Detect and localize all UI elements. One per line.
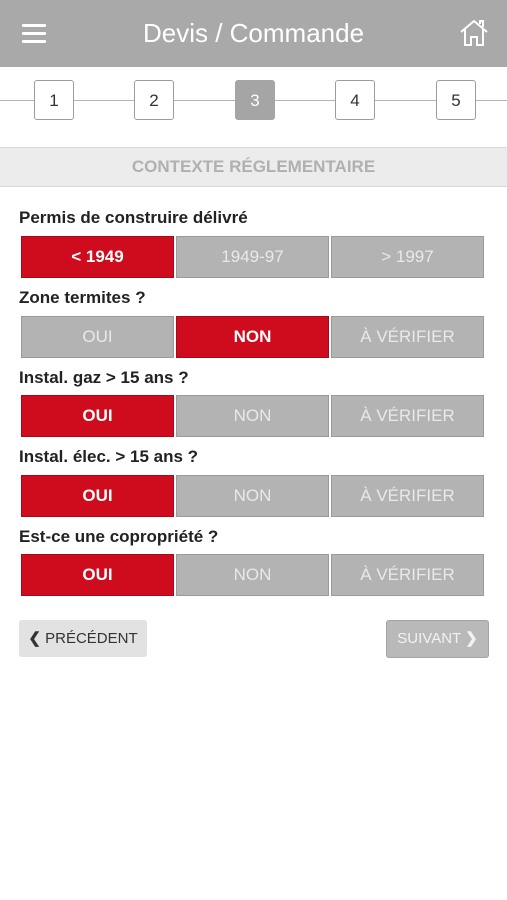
step-1[interactable]: 1 — [34, 80, 74, 120]
step-3-active[interactable]: 3 — [235, 80, 275, 120]
option-elec-verifier[interactable]: À VÉRIFIER — [331, 475, 484, 517]
question-gaz-label: Instal. gaz > 15 ans ? — [19, 368, 189, 387]
step-2[interactable]: 2 — [134, 80, 174, 120]
page-title: Devis / Commande — [142, 18, 365, 48]
previous-button-label: PRÉCÉDENT — [45, 630, 138, 647]
step-indicator — [0, 67, 507, 147]
step-5[interactable]: 5 — [436, 80, 476, 120]
option-gaz-verifier[interactable]: À VÉRIFIER — [331, 395, 484, 437]
question-copropriete-options — [21, 554, 485, 597]
section-title: CONTEXTE RÉGLEMENTAIRE — [0, 147, 507, 187]
option-gaz-non[interactable]: NON — [176, 395, 329, 437]
option-1949-97[interactable]: 1949-97 — [176, 236, 329, 278]
previous-button[interactable] — [19, 620, 147, 657]
chevron-left-icon: ❮ — [28, 630, 41, 647]
next-button[interactable] — [386, 620, 489, 658]
chevron-right-icon: ❯ — [465, 630, 478, 647]
option-copro-non[interactable]: NON — [176, 554, 329, 596]
question-elec-options — [21, 475, 485, 518]
question-permis-label: Permis de construire délivré — [19, 208, 248, 227]
option-copro-oui[interactable]: OUI — [21, 554, 174, 596]
question-termites-label: Zone termites ? — [19, 288, 146, 307]
question-permis-options — [21, 236, 485, 279]
home-icon[interactable] — [458, 18, 490, 48]
option-termites-verifier[interactable]: À VÉRIFIER — [331, 316, 484, 358]
question-gaz-options — [21, 395, 485, 438]
question-copropriete-label: Est-ce une copropriété ? — [19, 527, 219, 546]
step-4[interactable]: 4 — [335, 80, 375, 120]
option-copro-verifier[interactable]: À VÉRIFIER — [331, 554, 484, 596]
option-termites-oui[interactable]: OUI — [21, 316, 174, 358]
option-before-1949[interactable]: < 1949 — [21, 236, 174, 278]
app-header — [0, 0, 507, 67]
option-elec-non[interactable]: NON — [176, 475, 329, 517]
question-termites-options — [21, 316, 485, 359]
option-termites-non[interactable]: NON — [176, 316, 329, 358]
question-elec-label: Instal. élec. > 15 ans ? — [19, 447, 199, 466]
next-button-label: SUIVANT — [397, 630, 461, 647]
option-elec-oui[interactable]: OUI — [21, 475, 174, 517]
option-after-1997[interactable]: > 1997 — [331, 236, 484, 278]
option-gaz-oui[interactable]: OUI — [21, 395, 174, 437]
